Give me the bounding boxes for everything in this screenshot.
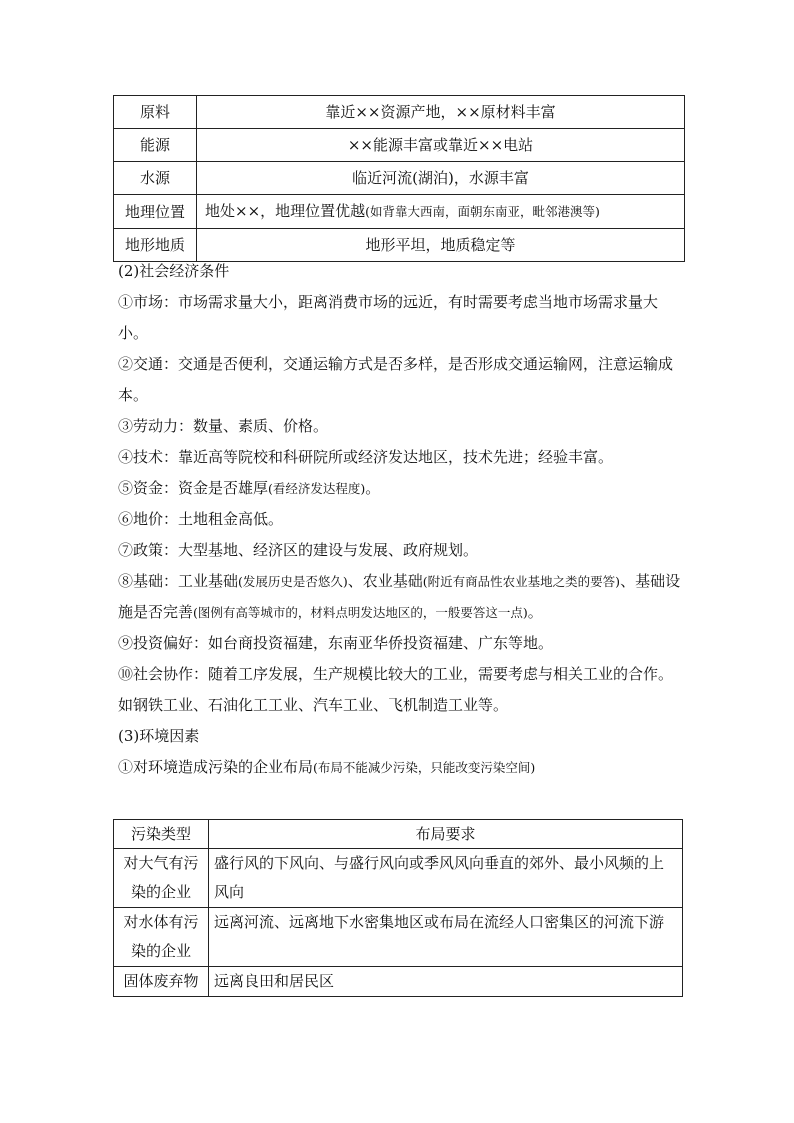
row-value: ××能源丰富或靠近××电站 <box>197 129 685 162</box>
list-item-text: 、基础设施是否完善 <box>118 572 681 621</box>
table-row <box>114 96 685 129</box>
list-item-text: ⑤资金：资金是否雄厚 <box>118 479 269 497</box>
pollution-layout-table <box>113 819 683 997</box>
list-item: ①市场：市场需求量大小，距离消费市场的远近，有时需要考虑当地市场需求量大小。 <box>118 293 659 342</box>
row-label: 水源 <box>114 162 197 195</box>
table-row <box>114 129 685 162</box>
natural-conditions-table <box>113 95 685 262</box>
table-row <box>114 967 683 997</box>
row-note: (如背靠大西南，面朝东南亚，毗邻港澳等) <box>365 204 600 219</box>
list-item: ⑥地价：土地租金高低。 <box>118 510 284 528</box>
layout-requirement: 盛行风的下风向、与盛行风向或季风风向垂直的郊外、最小风频的上风向 <box>209 849 683 908</box>
row-label: 原料 <box>114 96 197 129</box>
row-value: 临近河流(湖泊)，水源丰富 <box>197 162 685 195</box>
row-label: 地形地质 <box>114 229 197 262</box>
list-item: ②交通：交通是否便利，交通运输方式是否多样，是否形成交通运输网，注意运输成本。 <box>118 355 674 404</box>
subheading-text: ①对环境造成污染的企业布局 <box>118 758 314 776</box>
list-item-note: (附近有商品性农业基地之类的要答) <box>422 574 621 589</box>
table-row <box>114 195 685 229</box>
list-item-tail: 。 <box>527 603 543 621</box>
list-item-note: (看经济发达程度) <box>268 481 366 496</box>
list-item: ⑦政策：大型基地、经济区的建设与发展、政府规划。 <box>118 541 479 559</box>
list-item-note: (发展历史是否悠久) <box>238 574 348 589</box>
list-item: ④技术：靠近高等院校和科研院所或经济发达地区，技术先进；经验丰富。 <box>118 448 614 466</box>
table-row <box>114 162 685 195</box>
column-header: 污染类型 <box>114 820 209 849</box>
section-heading: (2)社会经济条件 <box>118 262 230 280</box>
row-value-cell <box>197 195 685 229</box>
table-row <box>114 908 683 967</box>
table-row <box>114 849 683 908</box>
body-text <box>118 256 684 783</box>
list-item-note: (图例有高等城市的，材料点明发达地区的，一般要答这一点) <box>193 605 528 620</box>
layout-requirement: 远离良田和居民区 <box>209 967 683 997</box>
subheading-note: (布局不能减少污染，只能改变污染空间) <box>313 760 536 775</box>
list-item: ⑩社会协作：随着工序发展，生产规模比较大的工业，需要考虑与相关工业的合作。如钢铁工业、石油化工工业、汽车工业、飞机制造工业等。 <box>118 665 674 714</box>
list-item: ③劳动力：数量、素质、价格。 <box>118 417 329 435</box>
list-item-text: ⑧基础：工业基础 <box>118 572 239 590</box>
list-item-tail: 。 <box>365 479 381 497</box>
list-item <box>118 566 684 628</box>
pollution-type: 固体废弃物 <box>114 967 209 997</box>
layout-requirement: 远离河流、远离地下水密集地区或布局在流经人口密集区的河流下游 <box>209 908 683 967</box>
pollution-type: 对大气有污染的企业 <box>114 849 209 908</box>
list-item-text: 、农业基础 <box>347 572 423 590</box>
row-label: 地理位置 <box>114 195 197 229</box>
row-label: 能源 <box>114 129 197 162</box>
table-header-row <box>114 820 683 849</box>
row-value: 靠近××资源产地，××原材料丰富 <box>197 96 685 129</box>
column-header: 布局要求 <box>209 820 683 849</box>
row-value: 地处××，地理位置优越 <box>205 202 366 220</box>
list-item <box>118 473 684 504</box>
section-heading: (3)环境因素 <box>118 727 200 745</box>
pollution-type: 对水体有污染的企业 <box>114 908 209 967</box>
row-value: 地形平坦，地质稳定等 <box>197 229 685 262</box>
subheading <box>118 752 684 783</box>
list-item: ⑨投资偏好：如台商投资福建，东南亚华侨投资福建、广东等地。 <box>118 634 554 652</box>
